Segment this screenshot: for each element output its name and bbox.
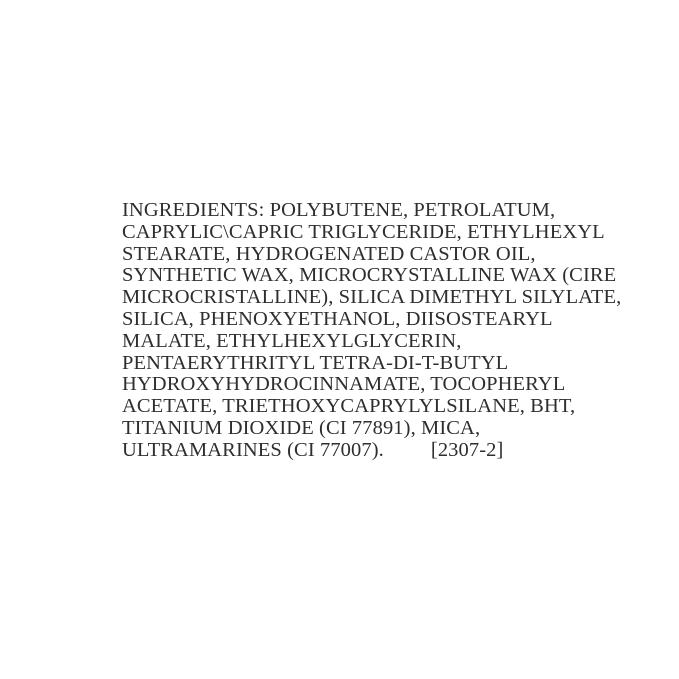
ingredients-line: MICROCRISTALLINE), SILICA DIMETHYL SILYLATE, <box>122 286 622 309</box>
ingredients-line: SYNTHETIC WAX, MICROCRYSTALLINE WAX (CIRE <box>122 264 617 287</box>
ingredients-line: TITANIUM DIOXIDE (CI 77891), MICA, <box>122 416 481 439</box>
ingredients-line: ACETATE, TRIETHOXYCAPRYLYLSILANE, BHT, <box>122 395 576 418</box>
ingredients-line: SILICA, PHENOXYETHANOL, DIISOSTEARYL <box>122 307 553 330</box>
ingredients-line: MALATE, ETHYLHEXYLGLYCERIN, <box>122 329 462 352</box>
ingredients-line: STEARATE, HYDROGENATED CASTOR OIL, <box>122 242 536 265</box>
ingredients-line: PENTAERYTHRITYL TETRA-DI-T-BUTYL <box>122 351 509 374</box>
ingredients-line: INGREDIENTS: POLYBUTENE, PETROLATUM, <box>122 199 556 221</box>
ingredients-text-block <box>122 199 622 462</box>
ingredients-line: HYDROXYHYDROCINNAMATE, TOCOPHERYL <box>122 373 566 396</box>
ingredients-line: ULTRAMARINES (CI 77007). [2307-2] <box>122 438 504 461</box>
ingredients-line: CAPRYLIC\CAPRIC TRIGLYCERIDE, ETHYLHEXYL <box>122 220 605 243</box>
